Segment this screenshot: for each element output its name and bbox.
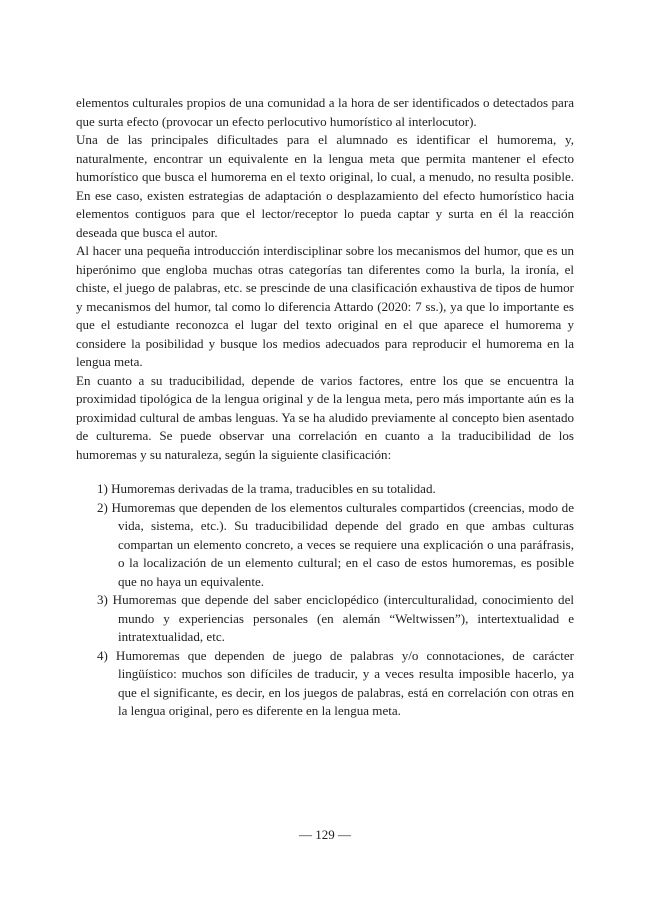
humorema-classification-list (76, 480, 574, 721)
paragraph: En cuanto a su traducibilidad, depende de varios factores, entre los que se encuentra la proximidad tipológica de la lengua original y de la lengua meta, pero más importante aún es la proximidad cultural de ambas lenguas. Ya se ha aludido previamente al concepto bien asentado de culturema. Se puede observar una correlación en cuanto a la traducibilidad de los humoremas y su naturaleza, según la siguiente clasificación: (76, 372, 574, 462)
list-item: 1) Humoremas derivadas de la trama, traducibles en su totalidad. (97, 481, 436, 496)
paragraph: elementos culturales propios de una comunidad a la hora de ser identificados o detectados para que surta efecto (provocar un efecto perlocutivo humorístico al interlocutor). (76, 95, 574, 129)
body-text (76, 94, 574, 721)
page-number: — 129 — (299, 827, 351, 842)
paragraph: Una de las principales dificultades para el alumnado es identificar el humorema, y, naturalmente, encontrar un equivalente en la lengua meta que permita mantener el efecto humorístico que busca el humorema en el texto original, lo cual, a menudo, no resulta posible. En ese caso, existen estrategias de adaptación o desplazamiento del efecto humorístico hacia elementos contiguos para que el lector/receptor lo pueda captar y surta en él la reacción deseada que busca el autor. (76, 132, 574, 240)
paragraph: Al hacer una pequeña introducción interdisciplinar sobre los mecanismos del humor, que es un hiperónimo que engloba muchas otras categorías tan diferentes como la burla, la ironía, el chiste, el juego de palabras, etc. se prescinde de una clasificación exhaustiva de tipos de humor y mecanismos del humor, tal como lo diferencia Attardo (2020: 7 ss.), ya que lo importante es que el estudiante reconozca el lugar del texto original en el que aparece el humorema y considere la posibilidad y busque los medios adecuados para reproducir el humorema en la lengua meta. (76, 243, 574, 369)
list-item: 4) Humoremas que dependen de juego de palabras y/o connotaciones, de carácter lingüístico: muchos son difíciles de traducir, y a veces resulta imposible hacerlo, ya que el significante, es decir, en los juegos de palabras, está en correlación con otras en la lengua original, pero es diferente en la lengua meta. (97, 647, 574, 718)
list-item: 3) Humoremas que depende del saber enciclopédico (interculturalidad, conocimiento del mundo y experiencias personales (en alemán “Weltwissen”), intertextualidad e intratextualidad, etc. (97, 592, 574, 644)
list-item: 2) Humoremas que dependen de los elementos culturales compartidos (creencias, modo de vida, sistema, etc.). Su traducibilidad depende del grado en que ambas culturas compartan un elemento concreto, a veces se requiere una explicación o una paráfrasis, o la localización de un elemento cultural; en el caso de estos humoremas, es posible que no haya un equivalente. (97, 499, 574, 589)
